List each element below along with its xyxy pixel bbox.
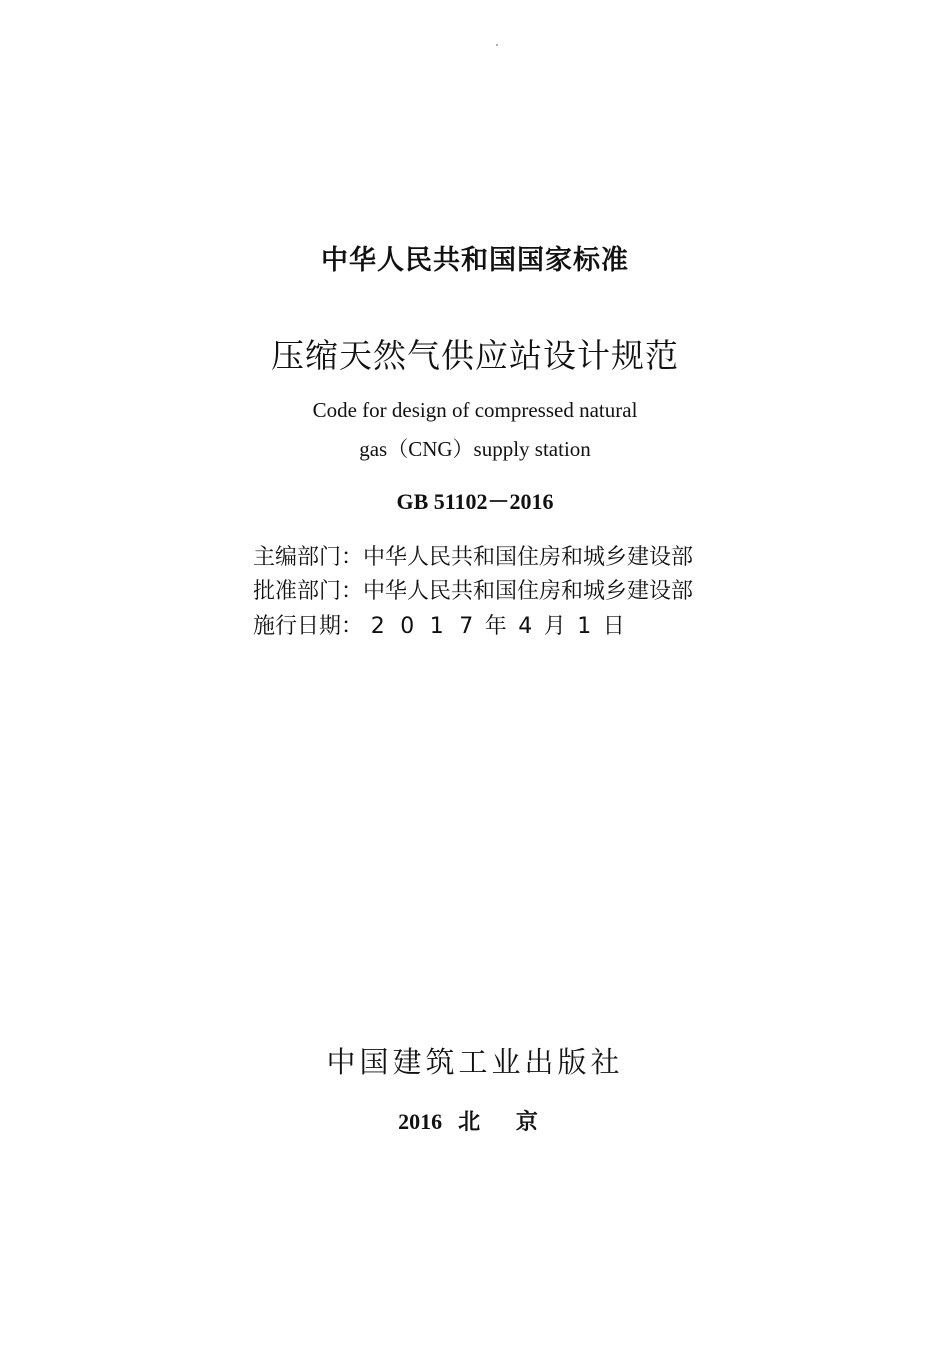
- date-char: 1: [429, 614, 444, 639]
- publication-city: 北 京: [458, 1110, 552, 1135]
- publication-year: 2016: [398, 1109, 443, 1134]
- date-char: 2: [370, 614, 385, 639]
- date-char: 日: [602, 614, 625, 639]
- date-char: 年: [484, 614, 507, 639]
- approver-value: 中华人民共和国住房和城乡建设部: [363, 579, 694, 604]
- date-char: 7: [459, 614, 474, 639]
- scan-dot: [496, 44, 498, 46]
- publisher: 中国建筑工业出版社: [326, 1045, 624, 1079]
- approver-row: [253, 574, 733, 605]
- date-char: 4: [518, 614, 533, 639]
- standard-code: GB 51102－2016: [396, 489, 554, 514]
- publication-place: [0, 1105, 950, 1136]
- title-english-line2: gas（CNG）supply station: [359, 437, 591, 461]
- editor-value: 中华人民共和国住房和城乡建设部: [363, 545, 694, 570]
- editor-label: 主编部门：: [253, 545, 364, 570]
- editor-row: [253, 540, 733, 571]
- standard-series: 中华人民共和国国家标准: [321, 245, 629, 276]
- approver-label: 批准部门：: [253, 579, 364, 604]
- effective-date: [363, 609, 713, 640]
- date-char: 0: [400, 614, 415, 639]
- title-chinese: 压缩天然气供应站设计规范: [271, 336, 679, 375]
- effective-label: 施行日期：: [253, 614, 364, 639]
- date-char: 1: [577, 614, 592, 639]
- effective-date-row: [253, 609, 733, 640]
- date-char: 月: [543, 614, 566, 639]
- title-english-line1: Code for design of compressed natural: [312, 398, 638, 422]
